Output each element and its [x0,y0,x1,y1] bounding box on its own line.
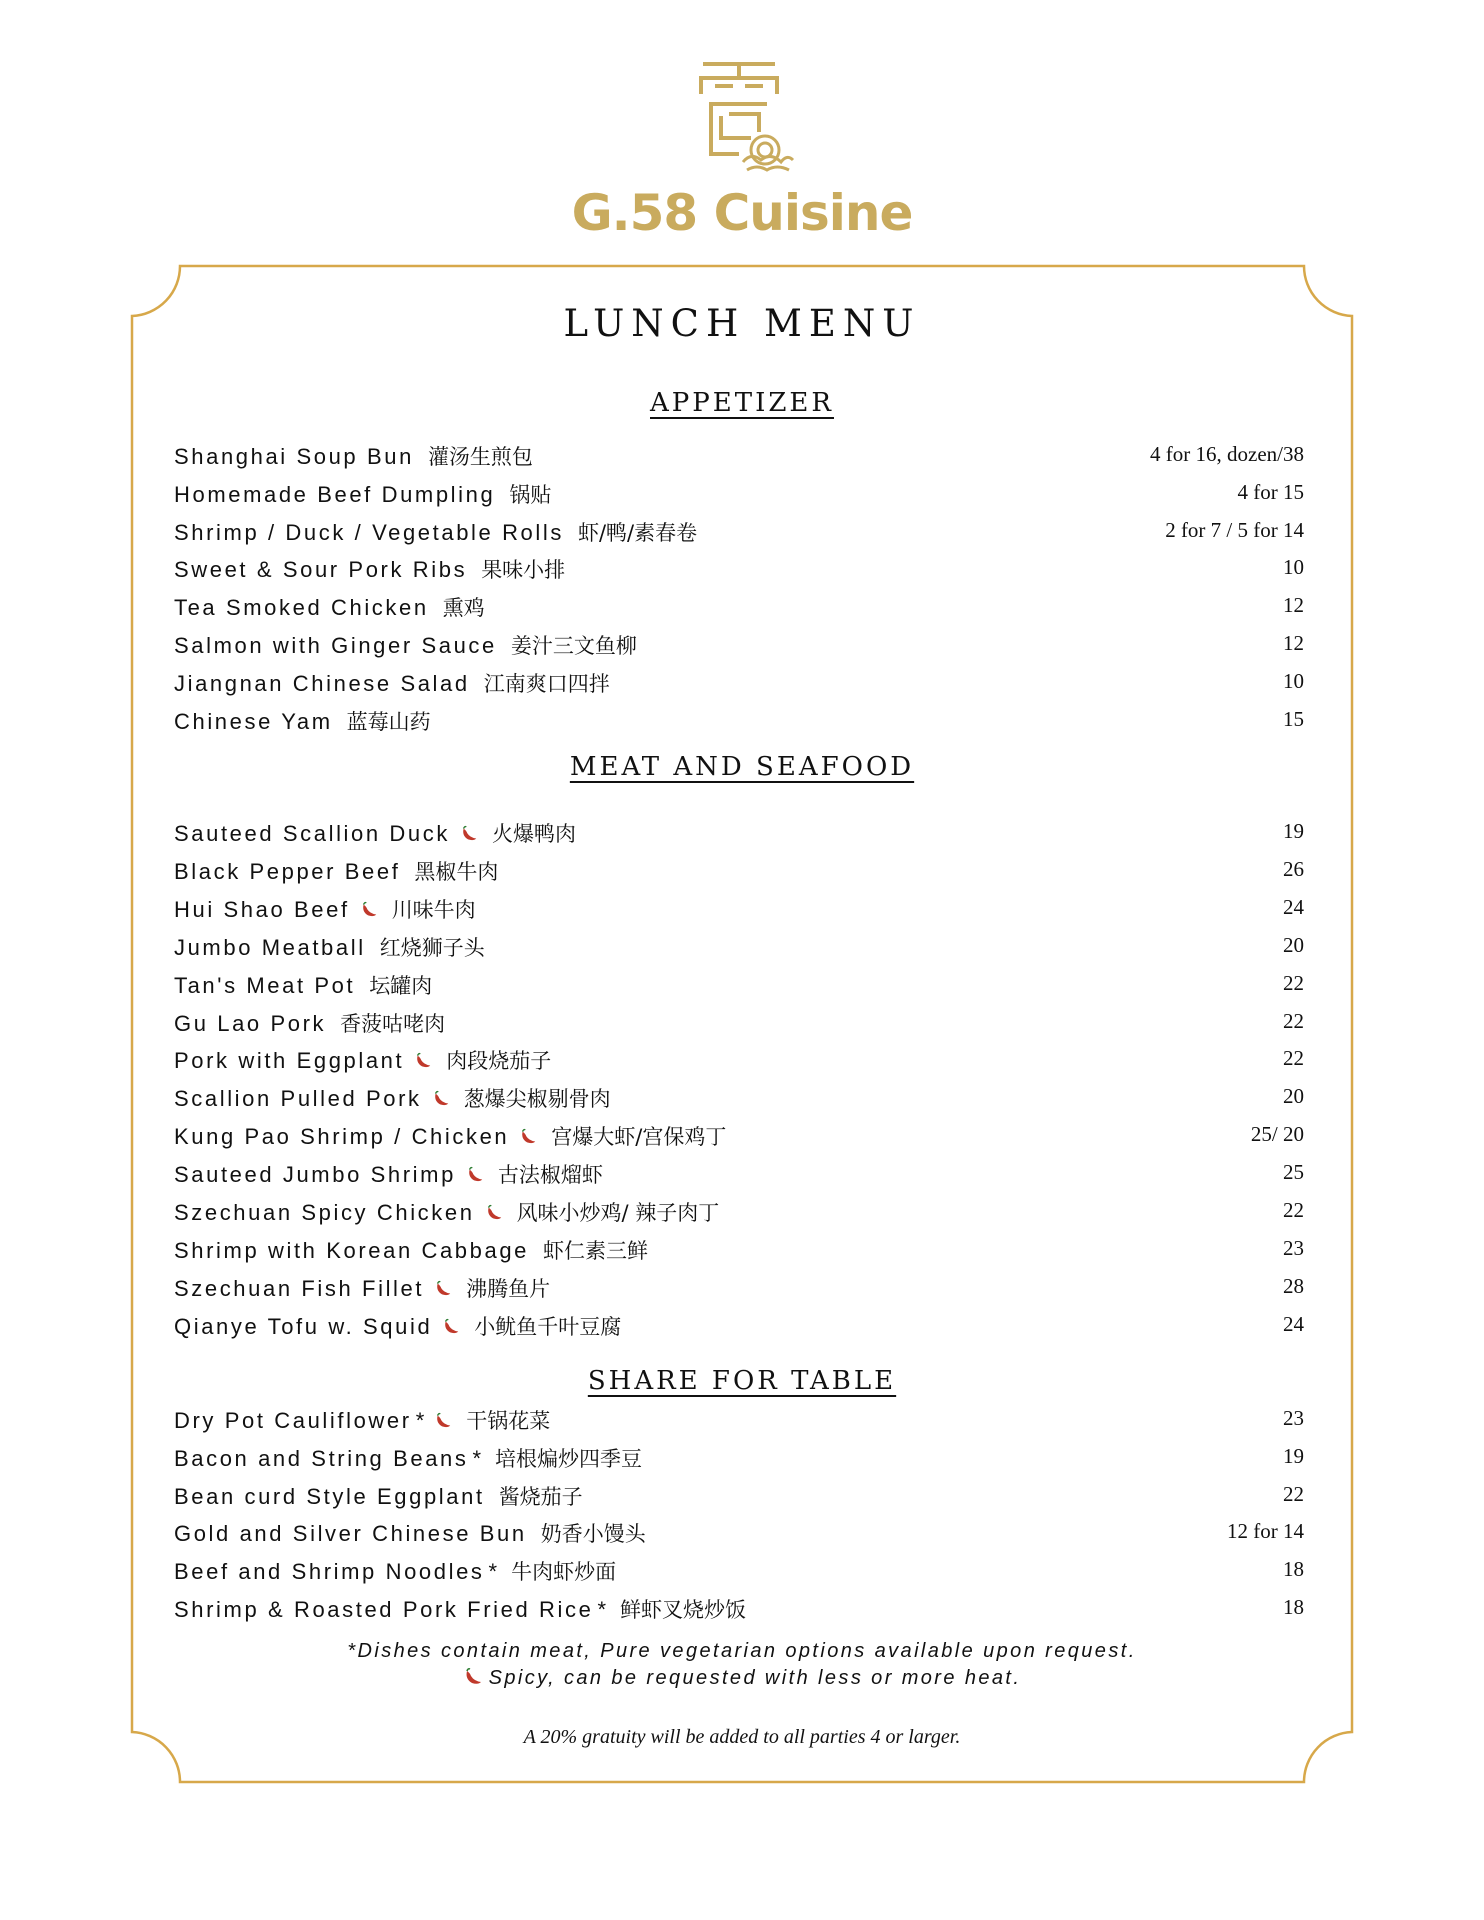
menu-item-chinese-name: 蓝莓山药 [346,709,431,734]
menu-item [174,437,1304,473]
gratuity-note: A 20% gratuity will be added to all parties 4 or larger. [523,1726,961,1748]
menu-item-name: Homemade Beef Dumpling [174,481,496,507]
menu-item-price: 22 [1283,1198,1304,1222]
menu-item-name: Hui Shao Beef [174,896,350,922]
menu-item-chinese-name: 江南爽口四拌 [483,671,610,696]
menu-item-name: Bean curd Style Eggplant [174,1483,485,1509]
chili-icon [466,1164,484,1182]
menu-item-name: Jiangnan Chinese Salad [174,670,470,696]
chili-icon [519,1126,537,1144]
menu-item-chinese-name: 酱烧茄子 [498,1484,583,1509]
menu-item-name-group [174,1518,646,1548]
menu-item-name: Tan's Meat Pot [174,972,356,998]
menu-item-name: Salmon with Ginger Sauce [174,633,497,658]
menu-item-price: 2 for 7 / 5 for 14 [1165,517,1304,542]
menu-item-chinese-name: 熏鸡 [442,596,485,621]
menu-item-name-group [174,1083,611,1113]
menu-item [174,513,1304,549]
meat-star: * [488,1559,498,1585]
menu-item-chinese-name: 奶香小馒头 [540,1522,646,1547]
menu-item-name: Dry Pot Cauliflower [174,1408,412,1433]
section-title-text: APPETIZER [650,388,834,418]
menu-item [174,626,1304,662]
menu-item-chinese-name: 黑椒牛肉 [414,859,499,884]
menu-item-chinese-name: 虾/鸭/素春卷 [577,520,698,545]
menu-item [174,1117,1304,1153]
menu-item-name: Gu Lao Pork [174,1010,327,1036]
menu-item-name-group [174,818,576,848]
menu-item [174,1193,1304,1229]
menu-item-name: Shrimp & Roasted Pork Fried Rice [174,1597,594,1622]
menu-item-name: Sauteed Jumbo Shrimp [174,1162,456,1188]
menu-item [174,1439,1304,1475]
menu-item-name: Pork with Eggplant [174,1048,405,1074]
menu-item-name-group [174,630,637,660]
menu-item-name-group [174,668,610,698]
menu-item-name: Beef and Shrimp Noodles [174,1559,485,1585]
menu-item-name-group [174,1273,550,1303]
menu-item [174,664,1304,700]
menu-item-name-group [174,517,697,547]
menu-item-price: 10 [1283,555,1304,580]
menu-item [174,1590,1304,1626]
menu-item-price: 10 [1283,668,1304,693]
menu-item [174,1307,1304,1343]
menu-item [174,1079,1304,1115]
menu-item-name-group [174,1594,746,1624]
menu-item [174,1004,1304,1040]
menu-item-name-group [174,932,485,962]
menu-item-name-group [174,1008,445,1038]
menu-item [174,1477,1304,1513]
menu-item-name: Gold and Silver Chinese Bun [174,1521,527,1547]
menu-item-chinese-name: 小鱿鱼千叶豆腐 [474,1314,622,1339]
menu-item-price: 20 [1283,932,1304,957]
menu-item-name-group [174,1159,603,1189]
menu-item-price: 4 for 16, dozen/38 [1150,442,1304,466]
menu-item-name-group [174,1405,550,1435]
menu-item-name-group [174,592,485,622]
menu-item-chinese-name: 虾仁素三鲜 [543,1238,648,1263]
chili-icon [360,899,378,917]
menu-item-name-group [174,1556,616,1586]
menu-item-name: Scallion Pulled Pork [174,1086,422,1112]
menu-item-name-group [174,1197,719,1227]
menu-item-chinese-name: 香菠咕咾肉 [340,1011,446,1036]
menu-item [174,1269,1304,1305]
menu-item-name-group [174,1045,551,1075]
menu-item-name: Qianye Tofu w. Squid [174,1313,433,1339]
menu-item-price: 19 [1283,1443,1304,1468]
chili-icon [460,823,478,841]
section-title-text: MEAT AND SEAFOOD [569,752,915,782]
menu-item-name: Black Pepper Beef [174,858,401,884]
menu-item-name-group [174,1311,621,1341]
spicy-note-text: Spicy, can be requested with less or more heat. [488,1667,1022,1689]
menu-item-chinese-name: 鲜虾叉烧炒饭 [620,1598,746,1622]
menu-item [174,475,1304,511]
section-title [0,752,1484,782]
menu-item [174,588,1304,624]
menu-item-price: 22 [1283,1008,1304,1033]
menu-item [174,1514,1304,1550]
menu-item-chinese-name: 坛罐肉 [369,973,433,998]
menu-item-price: 23 [1283,1235,1304,1260]
menu-item-name-group [174,554,565,584]
menu-item-name-group [174,970,432,1000]
menu-item-name: Sauteed Scallion Duck [174,821,450,846]
menu-item-chinese-name: 川味牛肉 [391,897,476,922]
menu-item-name: Chinese Yam [174,708,333,734]
menu-item [174,702,1304,738]
menu-item-name: Szechuan Fish Fillet [174,1275,425,1301]
menu-item-chinese-name: 锅贴 [509,482,552,507]
menu-item-price: 24 [1283,894,1304,919]
menu-item-name-group [174,894,476,924]
chili-icon [434,1410,452,1428]
menu-item-chinese-name: 干锅花菜 [466,1409,551,1433]
menu-item-price: 25/ 20 [1250,1122,1304,1147]
menu-item-chinese-name: 肉段烧茄子 [446,1049,552,1074]
menu-item [174,852,1304,888]
menu-item [174,1401,1304,1437]
menu-item [174,1041,1304,1077]
menu-item-name-group [174,479,551,509]
menu-item-price: 12 [1283,593,1304,618]
spicy-note [0,1667,1484,1690]
chili-icon [485,1202,503,1220]
meat-star: * [472,1445,482,1471]
meat-note [0,1640,1484,1663]
menu-item [174,1231,1304,1267]
meat-star: * [415,1408,425,1433]
meat-note-text: *Dishes contain meat, Pure vegetarian options available upon request. [347,1640,1137,1662]
menu-item-chinese-name: 风味小炒鸡/ 辣子肉丁 [516,1201,720,1225]
menu-item-chinese-name: 牛肉虾炒面 [511,1560,617,1585]
menu-item-chinese-name: 培根煸炒四季豆 [495,1446,643,1471]
menu-item-price: 28 [1283,1273,1304,1298]
section-title [0,1366,1484,1396]
section-title-text: SHARE FOR TABLE [587,1366,897,1396]
menu-item-chinese-name: 红烧狮子头 [379,935,485,960]
meat-star: * [597,1597,606,1622]
menu-item-name: Shrimp with Korean Cabbage [174,1237,529,1263]
menu-item-price: 22 [1283,970,1304,995]
chili-icon [432,1088,450,1106]
chili-icon [414,1050,432,1068]
menu-item-price: 20 [1283,1084,1304,1109]
menu-item-price: 18 [1283,1557,1304,1582]
logo [0,58,1484,242]
menu-item-chinese-name: 姜汁三文鱼柳 [510,634,637,658]
menu-item-price: 24 [1283,1311,1304,1336]
menu-item [174,550,1304,586]
menu-item-name-group [174,856,498,886]
brand-name: G.58 Cuisine [571,184,913,242]
menu-item-price: 12 for 14 [1227,1519,1304,1544]
menu-item-price: 19 [1283,819,1304,843]
menu-item-name-group [174,1481,583,1511]
menu-item [174,966,1304,1002]
menu-item-name-group [174,1121,726,1151]
menu-item-name: Jumbo Meatball [174,934,366,960]
menu-item-chinese-name: 灌汤生煎包 [427,445,533,469]
menu-item-name: Kung Pao Shrimp / Chicken [174,1124,510,1150]
menu-item-name: Sweet & Sour Pork Ribs [174,557,468,583]
menu-item-name: Tea Smoked Chicken [174,595,429,621]
menu-item-price: 18 [1283,1595,1304,1619]
menu-item-price: 12 [1283,631,1304,655]
menu-item [174,814,1304,850]
menu-item [174,1155,1304,1191]
menu-item-price: 22 [1283,1046,1304,1071]
menu-item-name: Shanghai Soup Bun [174,444,414,469]
chili-icon [463,1667,483,1687]
menu-item-chinese-name: 古法椒熘虾 [497,1163,603,1188]
menu-title: LUNCH MENU [563,302,921,345]
menu-item-name: Bacon and String Beans [174,1445,469,1471]
menu-item [174,1552,1304,1588]
menu-item-price: 15 [1283,706,1304,731]
menu-item-chinese-name: 宫爆大虾/宫保鸡丁 [551,1125,727,1150]
menu-item-chinese-name: 火爆鸭肉 [491,822,576,846]
menu-item-name-group [174,441,533,471]
menu-item-chinese-name: 葱爆尖椒剔骨肉 [463,1087,611,1112]
cloud-seal-logo-icon [687,58,797,178]
menu-item-price: 26 [1283,856,1304,881]
chili-icon [442,1316,460,1334]
section-title [0,388,1484,418]
chili-icon [434,1278,452,1296]
menu-item-price: 22 [1283,1481,1304,1506]
menu-item-chinese-name: 沸腾鱼片 [466,1276,551,1301]
menu-item-price: 25 [1283,1160,1304,1185]
menu-item-name: Shrimp / Duck / Vegetable Rolls [174,519,564,545]
menu-item-price: 23 [1283,1406,1304,1430]
menu-item-name: Szechuan Spicy Chicken [174,1200,475,1225]
menu-item-price: 4 for 15 [1237,479,1304,504]
menu-item [174,890,1304,926]
menu-item-name-group [174,1443,642,1473]
menu-item-name-group [174,1235,648,1265]
menu-item-name-group [174,706,431,736]
menu-item [174,928,1304,964]
menu-item-chinese-name: 果味小排 [481,558,566,583]
